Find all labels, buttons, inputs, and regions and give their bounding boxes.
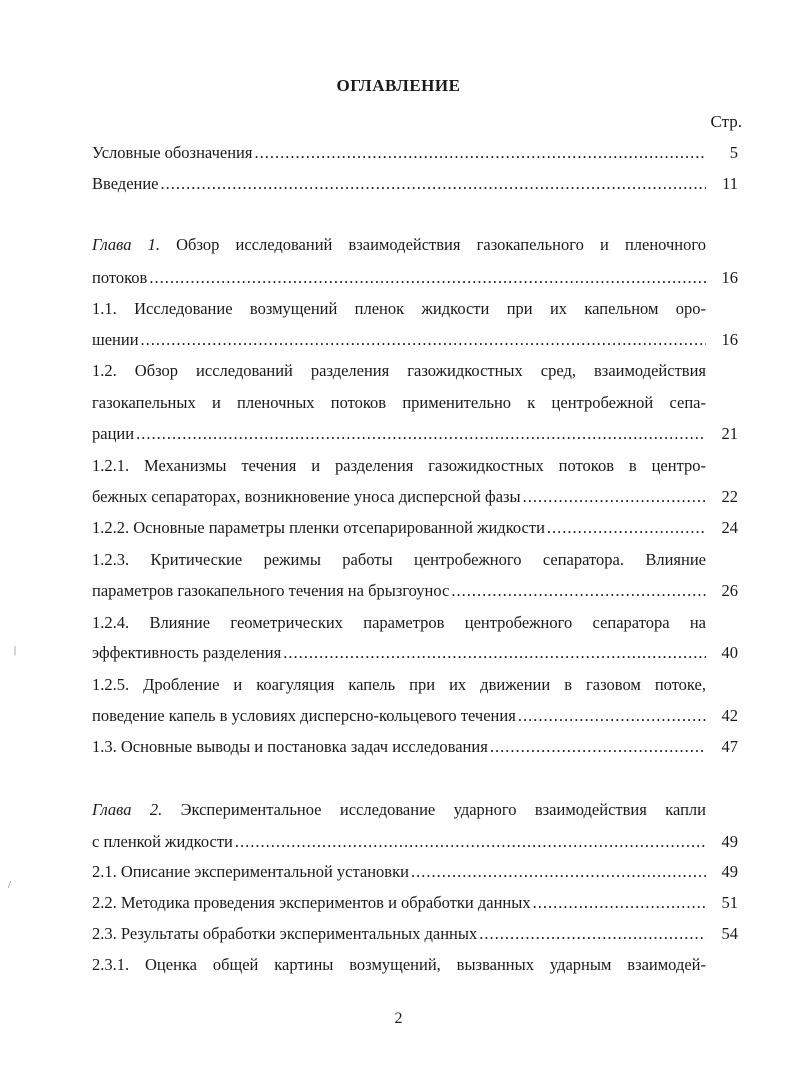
toc-entry[interactable]: Введение ..... xyxy=(92,172,706,196)
toc-page-number: 16 xyxy=(721,330,738,349)
toc-entry-continuation[interactable]: поведение капель в условиях дисперсно-кольцевого течения ..... xyxy=(92,704,706,728)
toc-page-number: 51 xyxy=(721,893,738,912)
chapter-label: Глава 2. xyxy=(92,800,163,819)
toc-chapter-heading[interactable]: Глава 2. Экспериментальное исследование ударного взаимодействия капли xyxy=(92,800,706,819)
toc-entry[interactable]: 1.1. Исследование возмущений пленок жидкости при их капельном оро- xyxy=(92,299,706,318)
chapter-label: Глава 1. xyxy=(92,235,160,254)
toc-page-number: 47 xyxy=(721,737,738,756)
toc-entry-continuation[interactable]: потоков ..... xyxy=(92,266,706,290)
toc-entry[interactable]: 1.2.3. Критические режимы работы центробежного сепаратора. Влияние xyxy=(92,550,706,569)
toc-entry[interactable]: 2.3. Результаты обработки экспериментальных данных ..... xyxy=(92,922,706,946)
toc-page-number: 22 xyxy=(721,487,738,506)
toc-entry-continuation[interactable]: параметров газокапельного течения на брызгоунос ..... xyxy=(92,579,706,603)
page-number-footer: 2 xyxy=(394,1010,403,1027)
toc-page-number: 11 xyxy=(722,174,738,193)
toc-title: ОГЛАВЛЕНИЕ xyxy=(336,76,461,95)
toc-entry[interactable]: 1.3. Основные выводы и постановка задач исследования ..... xyxy=(92,735,706,759)
toc-page-number: 42 xyxy=(721,706,738,725)
toc-entry-continuation[interactable]: рации ..... xyxy=(92,422,706,446)
toc-entry[interactable]: 1.2.5. Дробление и коагуляция капель при их движении в газовом потоке, xyxy=(92,675,706,694)
toc-entry[interactable]: 1.2.2. Основные параметры пленки отсепарированной жидкости ..... xyxy=(92,516,706,540)
toc-entry-continuation[interactable]: шении ..... xyxy=(92,328,706,352)
toc-entry[interactable]: 2.1. Описание экспериментальной установки ..... xyxy=(92,860,706,884)
toc-page-number: 24 xyxy=(721,518,738,537)
toc-entry[interactable]: 2.3.1. Оценка общей картины возмущений, вызванных ударным взаимодей- xyxy=(92,955,706,974)
scan-artifact: / xyxy=(8,880,11,891)
toc-page-number: 16 xyxy=(721,268,738,287)
toc-entry[interactable]: 1.2. Обзор исследований разделения газожидкостных сред, взаимодействия xyxy=(92,361,706,380)
toc-page-number: 49 xyxy=(721,862,738,881)
scan-artifact: | xyxy=(14,645,17,656)
toc-entry-continuation[interactable]: бежных сепараторах, возникновение уноса дисперсной фазы ..... xyxy=(92,485,706,509)
toc-entry-continuation[interactable]: эффективность разделения ..... xyxy=(92,641,706,665)
toc-entry-line2[interactable]: газокапельных и пленочных потоков применительно к центробежной сепа- xyxy=(92,393,706,412)
toc-chapter-heading[interactable]: Глава 1. Обзор исследований взаимодействия газокапельного и пленочного xyxy=(92,235,706,254)
toc-entry[interactable]: Условные обозначения ..... xyxy=(92,141,706,165)
toc-page-number: 21 xyxy=(721,424,738,443)
toc-entry-continuation[interactable]: с пленкой жидкости ..... xyxy=(92,830,706,854)
toc-page-number: 49 xyxy=(721,832,738,851)
toc-entry[interactable]: 2.2. Методика проведения экспериментов и обработки данных ..... xyxy=(92,891,706,915)
page-column-header: Стр. xyxy=(710,112,742,131)
toc-page-number: 54 xyxy=(721,924,738,943)
toc-page-number: 40 xyxy=(721,643,738,662)
toc-page-number: 26 xyxy=(721,581,738,600)
toc-entry[interactable]: 1.2.1. Механизмы течения и разделения газожидкостных потоков в центро- xyxy=(92,456,706,475)
toc-page-number: 5 xyxy=(729,143,738,162)
toc-entry[interactable]: 1.2.4. Влияние геометрических параметров центробежного сепаратора на xyxy=(92,613,706,632)
